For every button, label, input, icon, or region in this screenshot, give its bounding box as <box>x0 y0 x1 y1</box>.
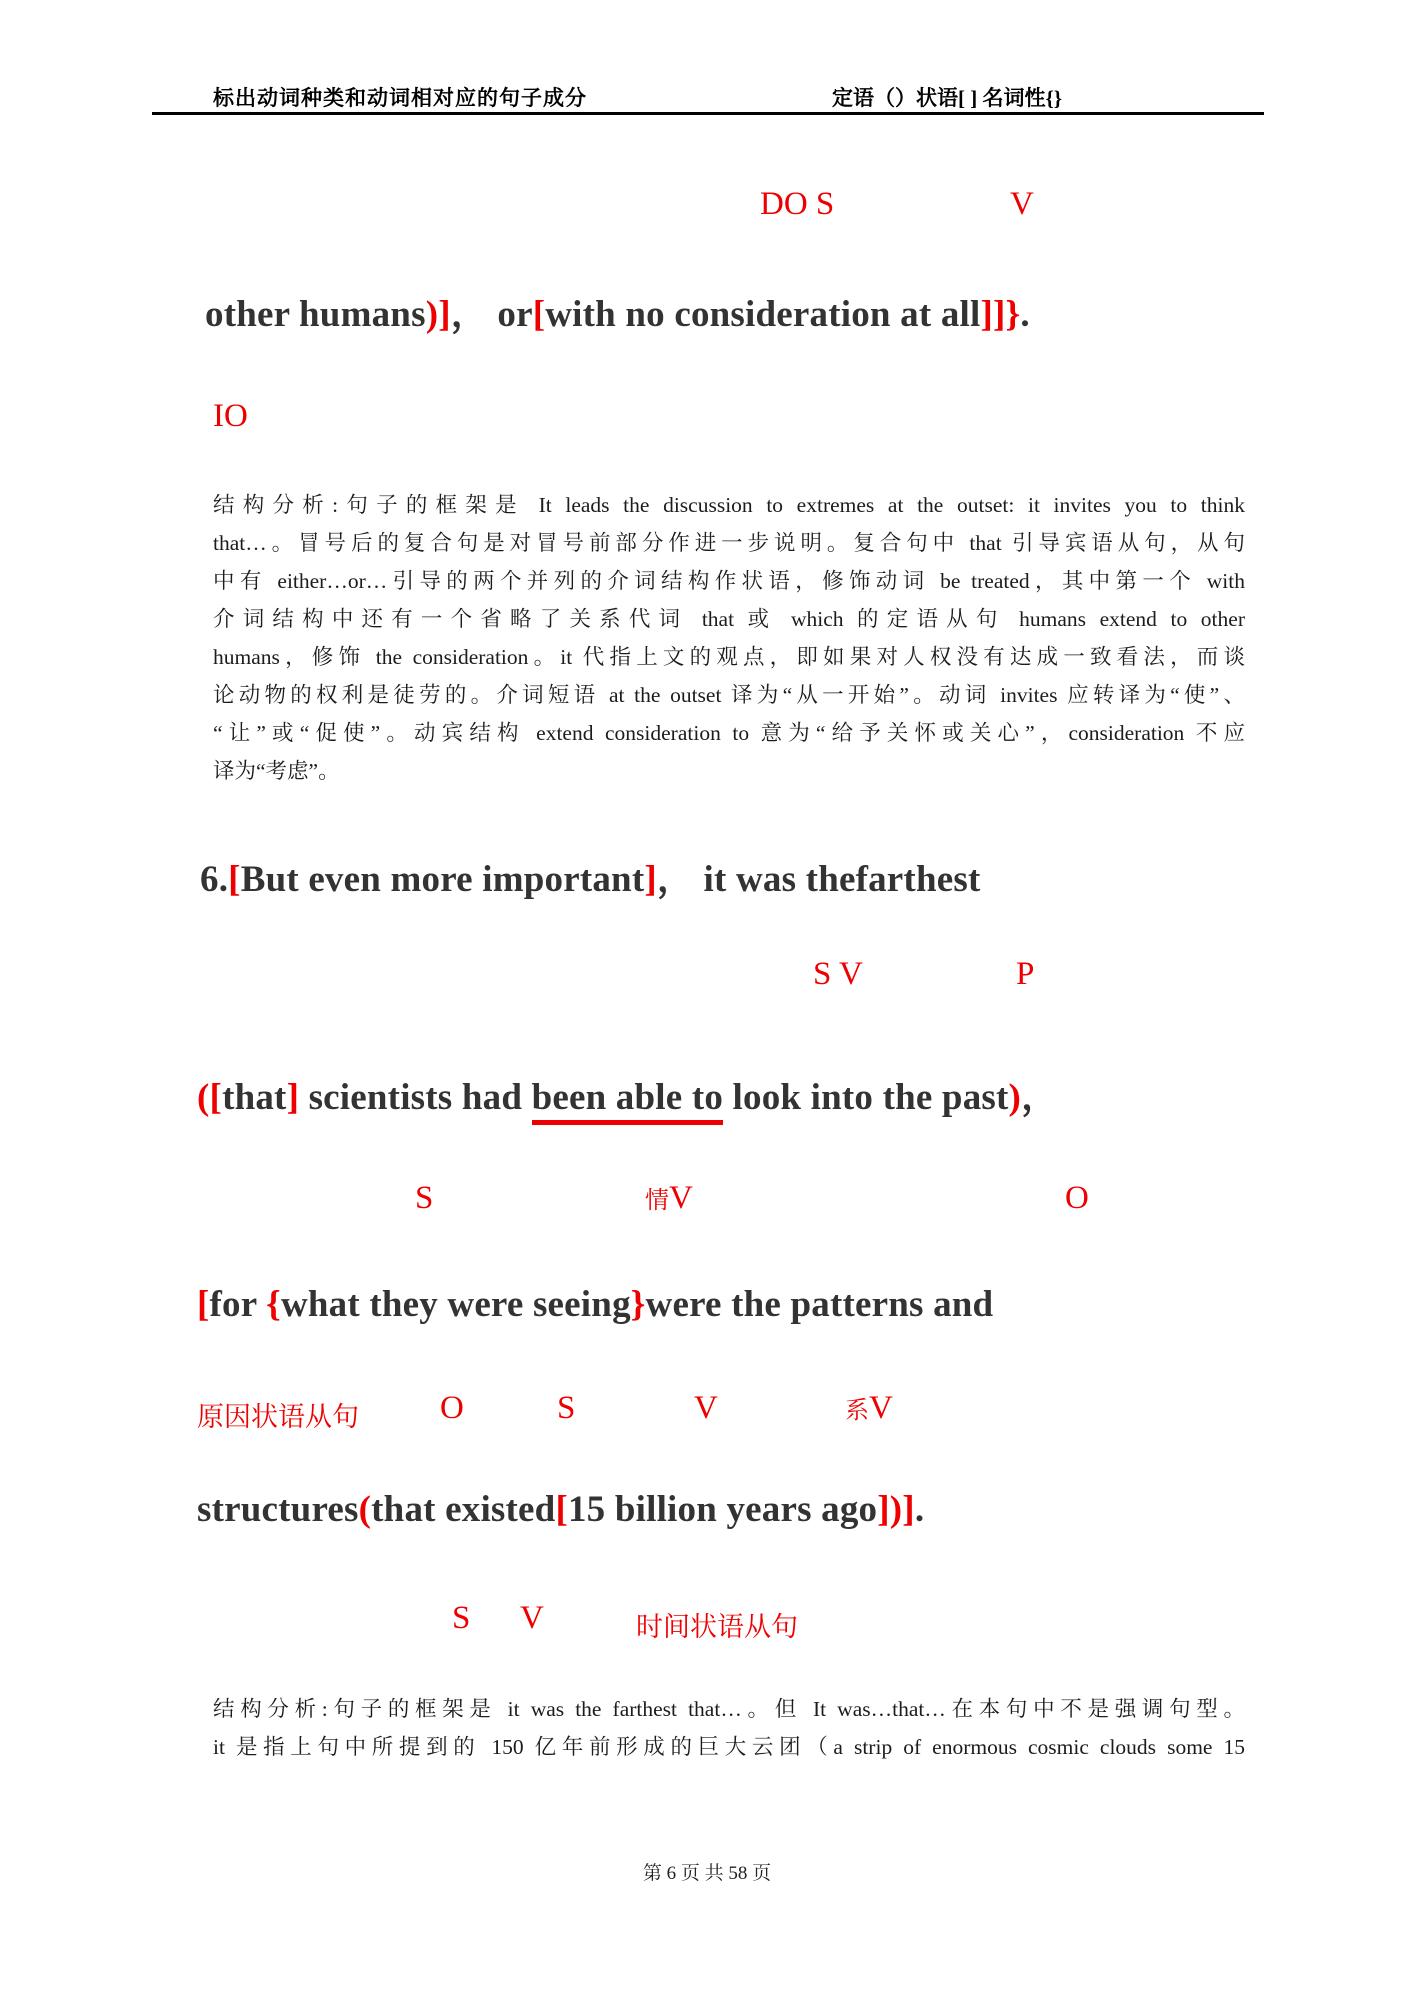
text-segment: . <box>914 1489 925 1530</box>
annotation-row-4 <box>0 1390 1414 1436</box>
text-segment: look into the past <box>723 1077 1009 1118</box>
text-segment: were the patterns and <box>645 1284 994 1325</box>
header-divider <box>152 112 1264 115</box>
grammar-label-v3: V <box>694 1390 718 1426</box>
text-segment: } <box>630 1284 646 1325</box>
grammar-label-v2: V <box>669 1180 693 1216</box>
grammar-label-v5: V <box>520 1600 544 1636</box>
paragraph-line: that…。冒号后的复合句是对冒号前部分作进一步说明。复合句中 that 引导宾语从句，从句 <box>213 531 1245 555</box>
text-segment: But even more important <box>240 859 645 900</box>
text-segment: ， <box>656 859 704 900</box>
text-segment: that <box>222 1077 287 1118</box>
paragraph-line: 论动物的权利是徒劳的。介词短语 at the outset 译为“从一开始”。动词 invites 应转译为“使”、 <box>213 683 1245 707</box>
text-segment: ， <box>450 294 488 335</box>
paragraph-line: 结构分析:句子的框架是 It leads the discussion to extremes at the outset: it invites you to think <box>213 493 1245 517</box>
grammar-label-io: IO <box>213 398 248 434</box>
paragraph-line: 结构分析:句子的框架是 it was the farthest that…。但 It was…that…在本句中不是强调句型。 <box>213 1697 1245 1721</box>
annotation-row-1 <box>0 186 1414 232</box>
text-segment: ( <box>197 1077 210 1118</box>
grammar-label-s3: S <box>452 1600 471 1636</box>
text-segment: [ <box>228 859 241 900</box>
paragraph-line: it 是指上句中所提到的 150 亿年前形成的巨大云团（a strip of enormous cosmic clouds some 15 <box>213 1735 1245 1759</box>
sentence-scientists <box>197 1066 1058 1120</box>
linking-verb-prefix: 系 <box>845 1398 869 1424</box>
text-segment: structures <box>197 1489 359 1530</box>
text-segment: [ <box>197 1284 210 1325</box>
paragraph-line: humans，修饰 the consideration。it 代指上文的观点，即如果对人权没有达成一致看法，而谈 <box>213 645 1245 669</box>
text-segment: . <box>1020 294 1030 335</box>
text-segment: ) <box>1008 1077 1022 1118</box>
annotation-row-io <box>0 398 1414 444</box>
text-segment: 15 billion years ago <box>567 1489 878 1530</box>
text-segment: ( <box>358 1489 372 1530</box>
grammar-label-p: P <box>1016 956 1035 992</box>
page-number: 第 6 页 共 58 页 <box>642 1863 772 1884</box>
paragraph-line: 译为“考虑”。 <box>213 759 340 783</box>
text-segment: [ <box>555 1489 568 1530</box>
text-segment: scientists had <box>299 1077 532 1118</box>
grammar-label-s-v: S V <box>813 956 863 992</box>
annotation-row-2 <box>0 956 1414 1002</box>
grammar-label-qing-v <box>645 1180 693 1217</box>
clause-label-reason: 原因状语从句 <box>197 1402 359 1432</box>
text-segment: other humans <box>205 294 426 335</box>
text-segment: what they were seeing <box>280 1284 631 1325</box>
paragraph-line: 介词结构中还有一个省略了关系代词 that 或 which 的定语从句 humans extend to other <box>213 607 1245 631</box>
text-segment: with no consideration at all <box>545 294 981 335</box>
text-segment: 6. <box>200 859 229 900</box>
text-segment: ] <box>286 1077 300 1118</box>
text-segment: { <box>266 1284 281 1325</box>
text-segment: it was thefarthest <box>703 859 981 900</box>
grammar-label-v: V <box>1010 186 1034 222</box>
analysis-paragraph-1 <box>213 486 1245 790</box>
paragraph-line: “让”或“促使”。动宾结构 extend consideration to 意为“给予关怀或关心”，consideration 不应 <box>213 721 1245 745</box>
annotation-row-3 <box>0 1180 1414 1226</box>
text-segment: ， <box>1021 1077 1059 1118</box>
grammar-label-xi-v <box>845 1390 893 1427</box>
grammar-label-do-s: DO S <box>760 186 835 222</box>
grammar-label-v4: V <box>869 1390 893 1426</box>
annotation-row-5 <box>0 1600 1414 1646</box>
text-segment: for <box>209 1284 267 1325</box>
grammar-label-o2: O <box>440 1390 464 1426</box>
sentence-for-what <box>197 1283 993 1326</box>
text-segment: that existed <box>371 1489 556 1530</box>
clause-label-time: 时间状语从句 <box>636 1612 798 1642</box>
header-left-title: 标出动词种类和动词相对应的句子成分 <box>213 86 587 110</box>
paragraph-line: 中有 either…or…引导的两个并列的介词结构作状语，修饰动词 be treated，其中第一个 with <box>213 569 1245 593</box>
text-segment: been able to <box>532 1077 724 1125</box>
text-segment: [ <box>209 1077 223 1118</box>
grammar-label-o: O <box>1065 1180 1089 1216</box>
analysis-paragraph-2 <box>213 1690 1245 1766</box>
header-right-legend: 定语（）状语[ ] 名词性{} <box>832 86 1063 110</box>
text-segment: [ <box>532 294 546 335</box>
sentence-6-heading <box>200 848 980 902</box>
modal-verb-prefix: 情 <box>645 1188 669 1214</box>
grammar-label-s2: S <box>557 1390 576 1426</box>
text-segment: ]]} <box>980 294 1021 335</box>
grammar-label-s: S <box>415 1180 434 1216</box>
text-segment: ] <box>644 859 657 900</box>
sentence-structures <box>197 1488 924 1531</box>
sentence-other-humans <box>205 283 1030 337</box>
text-segment: or <box>487 294 533 335</box>
text-segment: )] <box>425 294 451 335</box>
text-segment: ])] <box>877 1489 915 1530</box>
